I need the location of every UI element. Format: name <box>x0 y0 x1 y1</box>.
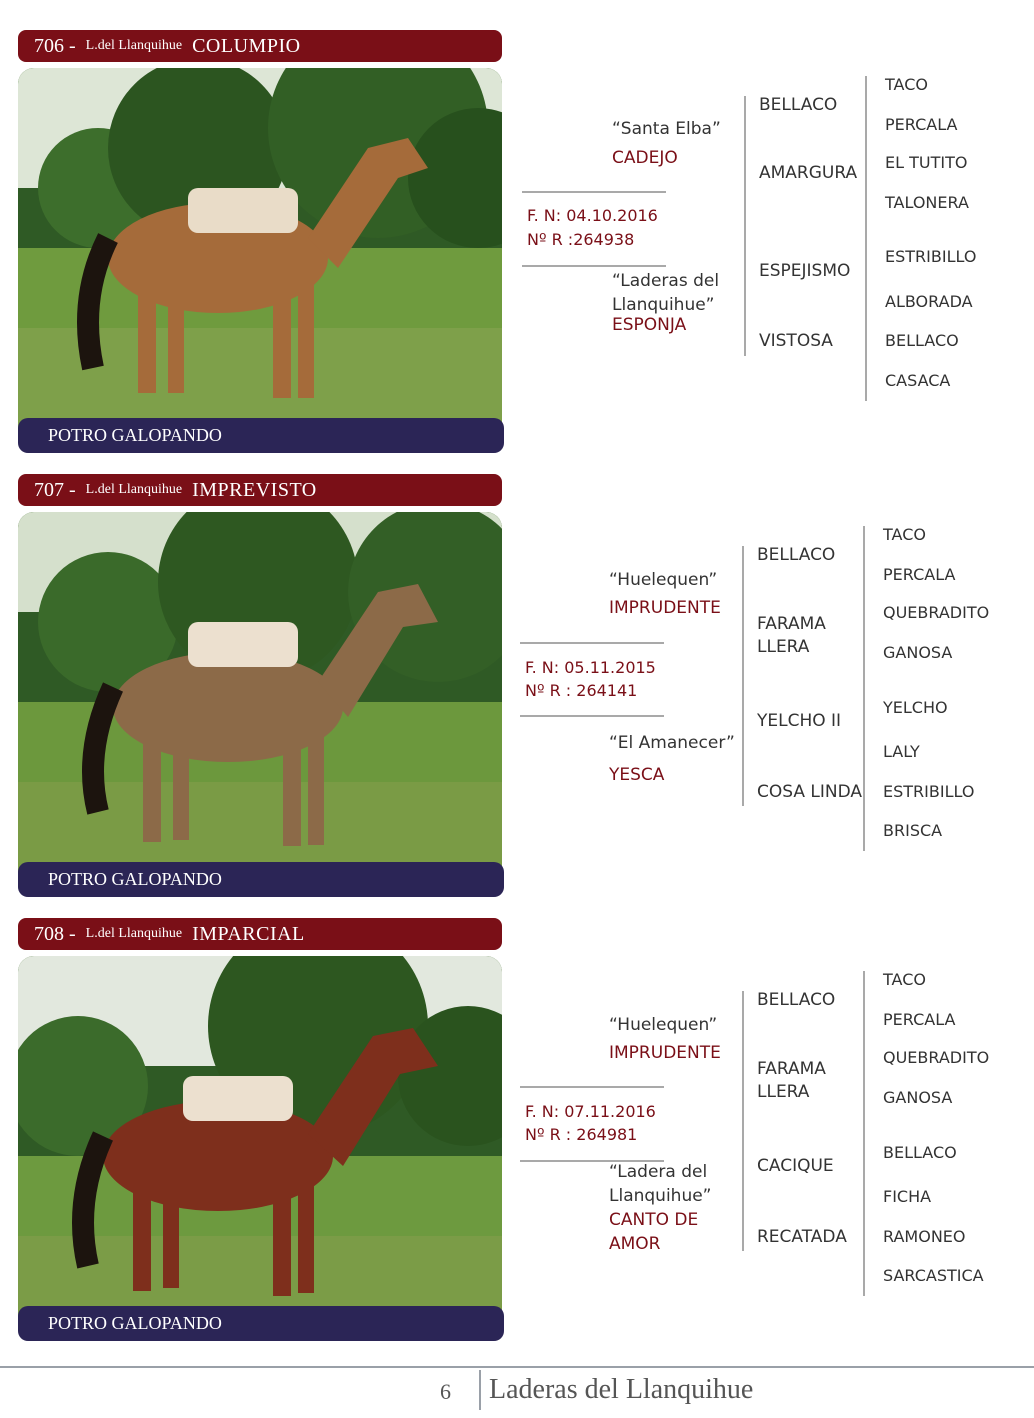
grandparent: RECATADA <box>757 1227 847 1247</box>
lot-706 <box>0 30 1034 470</box>
dam-origin: “Ladera del <box>609 1162 708 1182</box>
great-grandparent: TACO <box>883 970 926 989</box>
grandparent: YELCHO II <box>757 711 842 731</box>
pedigree-divider <box>520 642 664 644</box>
registry-number: Nº R :264938 <box>527 230 635 249</box>
lot-farm: L.del Llanquihue <box>85 38 183 53</box>
pedigree-bracket <box>865 76 867 401</box>
great-grandparent: PERCALA <box>883 1010 956 1029</box>
pedigree-divider <box>522 265 666 267</box>
sire-name: IMPRUDENTE <box>609 598 721 618</box>
great-grandparent: CASACA <box>885 371 951 390</box>
dam-origin-2: Llanquihue” <box>612 295 715 315</box>
pedigree-bracket <box>863 971 865 1296</box>
birth-date: F. N: 04.10.2016 <box>527 206 658 225</box>
lot-number: 708 - <box>34 922 76 945</box>
great-grandparent: BRISCA <box>883 821 943 840</box>
dam-name: ESPONJA <box>612 315 687 335</box>
grandparent: COSA LINDA <box>757 782 863 802</box>
great-grandparent: RAMONEO <box>883 1227 966 1246</box>
horse-photo <box>18 956 502 1341</box>
lot-header <box>18 30 502 62</box>
pedigree-divider <box>520 715 664 717</box>
sire-origin: “Santa Elba” <box>612 119 721 139</box>
pedigree-bracket <box>742 991 744 1251</box>
grandparent: FARAMA LLERA <box>757 1059 826 1102</box>
photo-caption-text: POTRO GALOPANDO <box>48 425 222 445</box>
great-grandparent: BELLACO <box>885 331 959 350</box>
dam-origin-2: Llanquihue” <box>609 1186 712 1206</box>
lot-707 <box>0 474 1034 914</box>
registry-number: Nº R : 264981 <box>525 1125 638 1144</box>
photo-caption <box>18 1306 504 1341</box>
footer-separator <box>479 1370 481 1410</box>
footer-rule <box>0 1366 1034 1368</box>
dam-name-2: AMOR <box>609 1234 661 1254</box>
grandparent: AMARGURA <box>759 163 858 183</box>
great-grandparent: GANOSA <box>883 1088 953 1107</box>
great-grandparent: QUEBRADITO <box>883 603 990 622</box>
sire-name: CADEJO <box>612 148 678 168</box>
horse-name: COLUMPIO <box>192 34 301 57</box>
lot-farm: L.del Llanquihue <box>85 482 183 497</box>
pedigree-divider <box>520 1086 664 1088</box>
pedigree-bracket <box>863 526 865 851</box>
photo-caption <box>18 862 504 897</box>
dam-name: YESCA <box>609 765 665 785</box>
grandparent: VISTOSA <box>759 331 833 351</box>
lot-number: 707 - <box>34 478 76 501</box>
lot-farm: L.del Llanquihue <box>85 926 183 941</box>
lot-header <box>18 918 502 950</box>
grandparent: BELLACO <box>757 990 836 1010</box>
pedigree-bracket <box>742 546 744 806</box>
great-grandparent: TACO <box>885 75 928 94</box>
catalog-title: Laderas del Llanquihue <box>489 1374 754 1405</box>
sire-name: IMPRUDENTE <box>609 1043 721 1063</box>
birth-date: F. N: 05.11.2015 <box>525 658 656 677</box>
great-grandparent: TALONERA <box>885 193 969 212</box>
grandparent: CACIQUE <box>757 1156 834 1176</box>
sire-origin: “Huelequen” <box>609 570 718 590</box>
great-grandparent: PERCALA <box>883 565 956 584</box>
great-grandparent: YELCHO <box>883 698 948 717</box>
photo-caption-text: POTRO GALOPANDO <box>48 869 222 889</box>
grandparent: ESPEJISMO <box>759 261 851 281</box>
grandparent: BELLACO <box>757 545 836 565</box>
dam-origin: “Laderas del <box>612 271 720 291</box>
great-grandparent: EL TUTITO <box>885 153 968 172</box>
page-number: 6 <box>440 1379 451 1404</box>
great-grandparent: ALBORADA <box>885 292 973 311</box>
great-grandparent: BELLACO <box>883 1143 957 1162</box>
great-grandparent: PERCALA <box>885 115 958 134</box>
great-grandparent: TACO <box>883 525 926 544</box>
lot-number: 706 - <box>34 34 76 57</box>
lot-header <box>18 474 502 506</box>
lot-708 <box>0 918 1034 1358</box>
horse-photo <box>18 512 502 897</box>
great-grandparent: LALY <box>883 742 920 761</box>
dam-name: CANTO DE <box>609 1210 699 1230</box>
pedigree-divider <box>522 191 666 193</box>
sire-origin: “Huelequen” <box>609 1015 718 1035</box>
great-grandparent: QUEBRADITO <box>883 1048 990 1067</box>
horse-name: IMPARCIAL <box>192 922 305 945</box>
registry-number: Nº R : 264141 <box>525 681 638 700</box>
great-grandparent: SARCASTICA <box>883 1266 984 1285</box>
great-grandparent: ESTRIBILLO <box>883 782 975 801</box>
great-grandparent: ESTRIBILLO <box>885 247 977 266</box>
birth-date: F. N: 07.11.2016 <box>525 1102 656 1121</box>
pedigree-bracket <box>744 96 746 356</box>
photo-caption-text: POTRO GALOPANDO <box>48 1313 222 1333</box>
great-grandparent: GANOSA <box>883 643 953 662</box>
grandparent: FARAMA LLERA <box>757 614 826 657</box>
dam-origin: “El Amanecer” <box>609 733 735 753</box>
horse-photo <box>18 68 502 453</box>
photo-caption <box>18 418 504 453</box>
grandparent: BELLACO <box>759 95 838 115</box>
horse-name: IMPREVISTO <box>192 478 317 501</box>
great-grandparent: FICHA <box>883 1187 932 1206</box>
